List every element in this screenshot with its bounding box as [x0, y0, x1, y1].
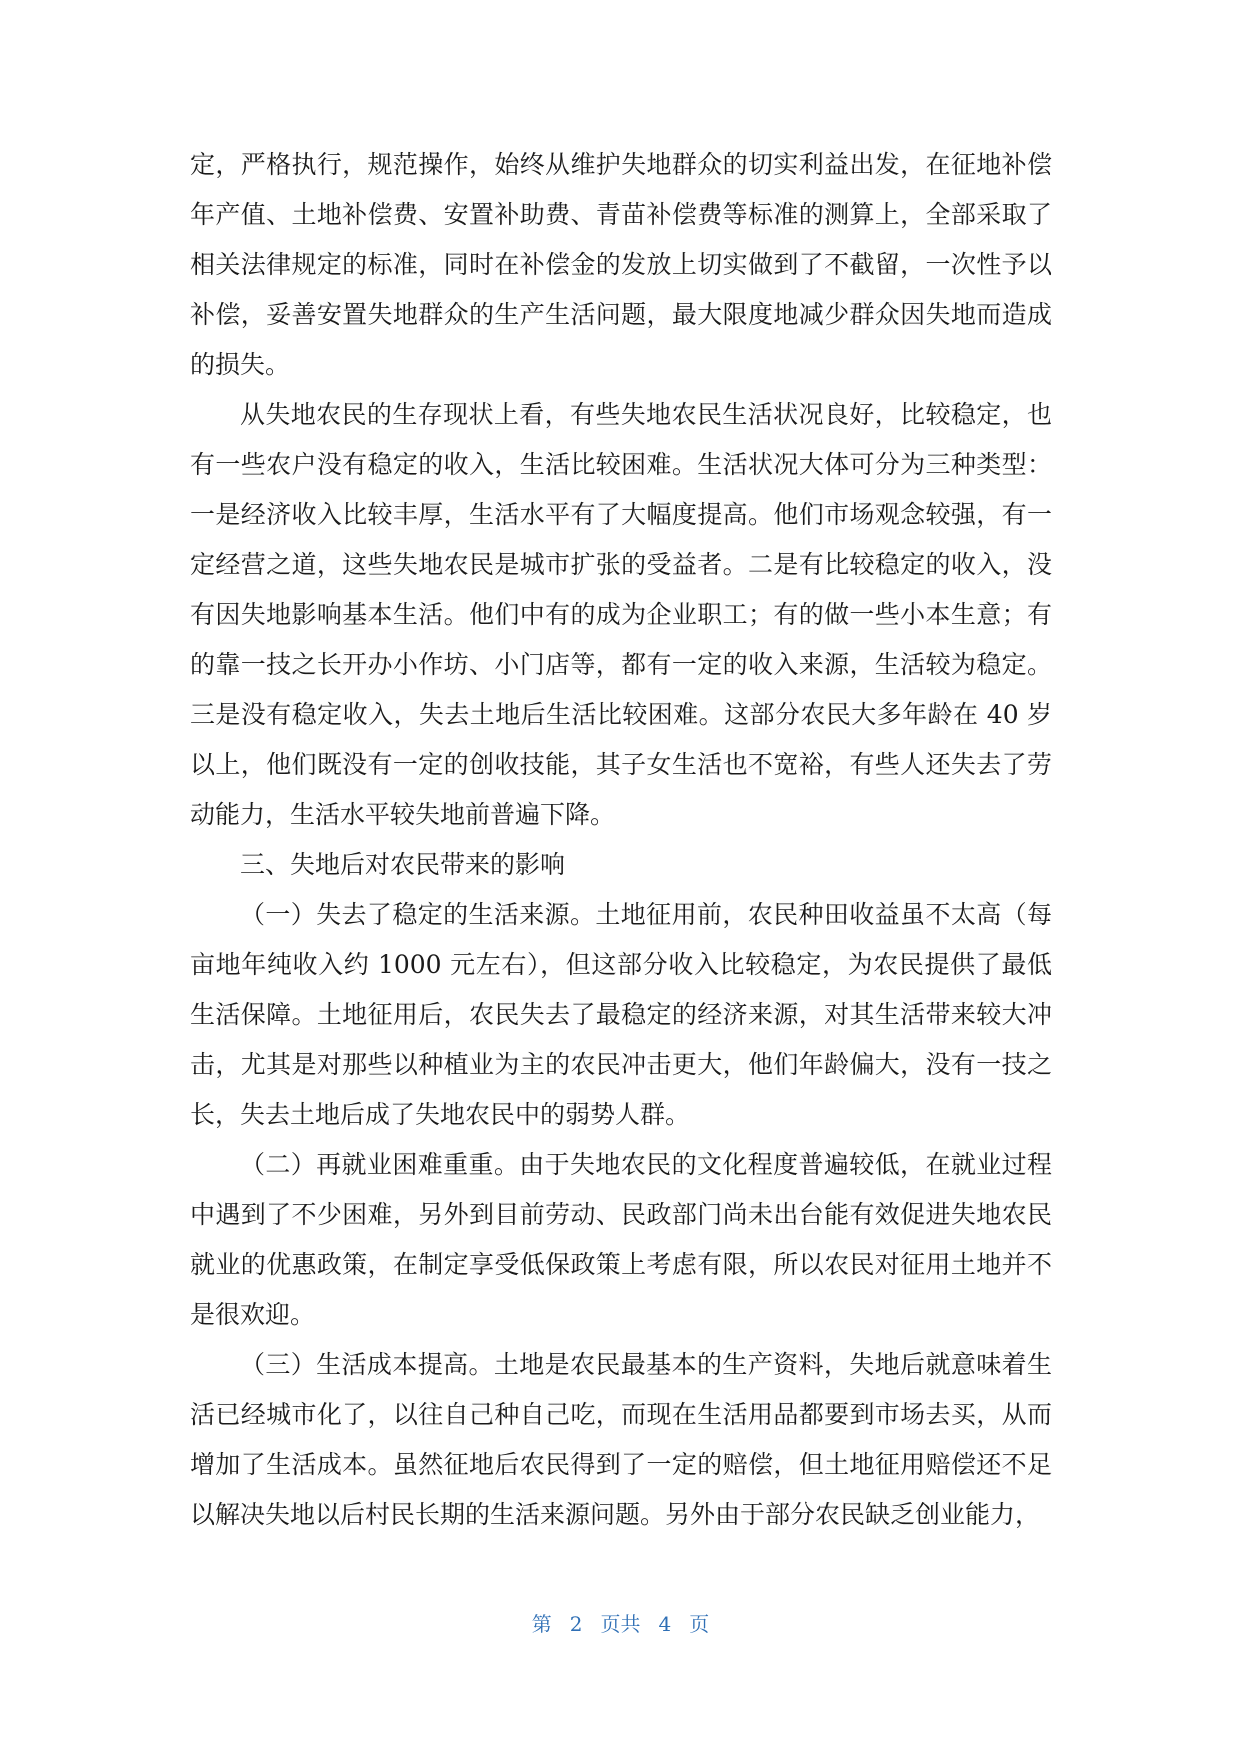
document-body	[190, 140, 1052, 1540]
footer-middle: 页共	[600, 1612, 641, 1636]
paragraph-living-cost: （三）生活成本提高。土地是农民最基本的生产资料，失地后就意味着生活已经城市化了，以往自己种自己吃，而现在生活用品都要到市场去买，从而增加了生活成本。虽然征地后农民得到了一定的赔偿，但土地征用赔偿还不足以解决失地以后村民长期的生活来源问题。另外由于部分农民缺乏创业能力，	[190, 1350, 1052, 1529]
footer-total-pages: 4	[658, 1612, 672, 1636]
section-heading: 三、失地后对农民带来的影响	[240, 850, 566, 879]
paragraph-living-status: 从失地农民的生存现状上看，有些失地农民生活状况良好，比较稳定，也有一些农户没有稳定的收入，生活比较困难。生活状况大体可分为三种类型：一是经济收入比较丰厚，生活水平有了大幅度提高。他们市场观念较强，有一定经营之道，这些失地农民是城市扩张的受益者。二是有比较稳定的收入，没有因失地影响基本生活。他们中有的成为企业职工；有的做一些小本生意；有的靠一技之长开办小作坊、小门店等，都有一定的收入来源，生活较为稳定。三是没有稳定收入，失去土地后生活比较困难。这部分农民大多年龄在 40 岁以上，他们既没有一定的创收技能，其子女生活也不宽裕，有些人还失去了劳动能力，生活水平较失地前普遍下降。	[190, 400, 1052, 829]
page-footer	[0, 1608, 1241, 1637]
footer-prefix: 第	[531, 1612, 552, 1636]
footer-current-page: 2	[569, 1612, 583, 1636]
paragraph-continuation: 定，严格执行，规范操作，始终从维护失地群众的切实利益出发，在征地补偿年产值、土地补偿费、安置补助费、青苗补偿费等标准的测算上，全部采取了相关法律规定的标准，同时在补偿金的发放上切实做到了不截留，一次性予以补偿，妥善安置失地群众的生产生活问题，最大限度地减少群众因失地而造成的损失。	[190, 150, 1052, 379]
paragraph-reemployment: （二）再就业困难重重。由于失地农民的文化程度普遍较低，在就业过程中遇到了不少困难，另外到目前劳动、民政部门尚未出台能有效促进失地农民就业的优惠政策，在制定享受低保政策上考虑有限，所以农民对征用土地并不是很欢迎。	[190, 1150, 1052, 1329]
paragraph-income-loss: （一）失去了稳定的生活来源。土地征用前，农民种田收益虽不太高（每亩地年纯收入约 1000 元左右），但这部分收入比较稳定，为农民提供了最低生活保障。土地征用后，农民失去了最稳定的经济来源，对其生活带来较大冲击，尤其是对那些以种植业为主的农民冲击更大，他们年龄偏大，没有一技之长，失去土地后成了失地农民中的弱势人群。	[190, 900, 1052, 1129]
footer-suffix: 页	[689, 1612, 710, 1636]
